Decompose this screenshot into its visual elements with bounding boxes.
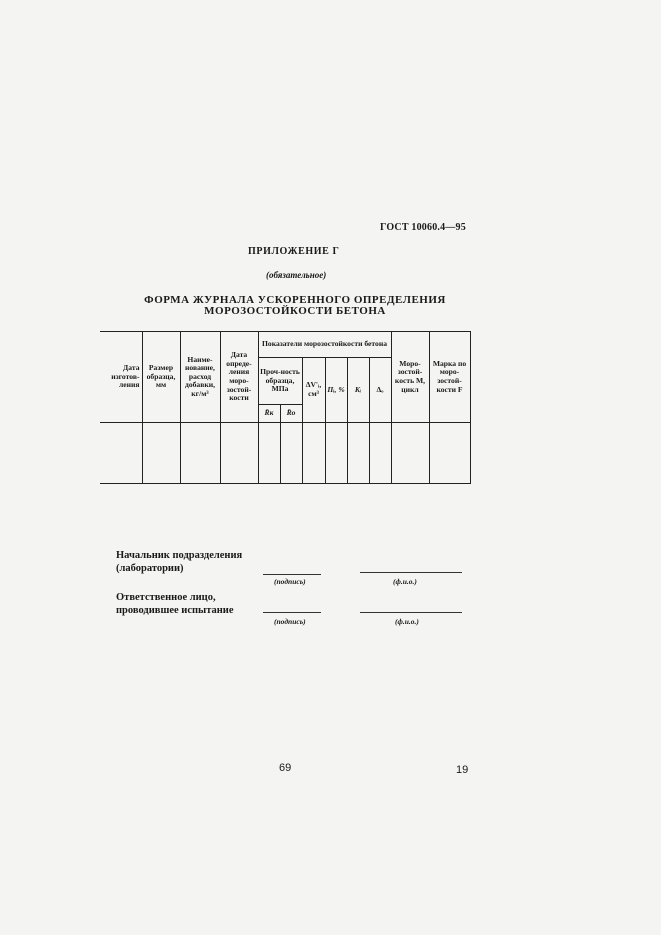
test-conductor-label: проводившее испытание [116, 605, 234, 616]
header-frost-resistance: Моро-зостой-кость M, цикл [391, 332, 429, 423]
signature-caption: (подпись) [274, 577, 306, 586]
header-date-made: Дата изготов-ления [100, 332, 142, 423]
name-line [360, 572, 462, 573]
table-cell [100, 423, 142, 484]
header-additive: Наиме-нование, расход добавки, кг/м³ [180, 332, 220, 423]
header-delta-o: Δₒ [369, 358, 391, 423]
header-frost-indicators: Показатели морозостойкости бетона [258, 332, 391, 358]
table-cell [258, 423, 280, 484]
journal-table [100, 331, 471, 484]
table-cell [280, 423, 302, 484]
table-cell [220, 423, 258, 484]
standard-number: ГОСТ 10060.4—95 [380, 222, 466, 233]
form-title-line2: МОРОЗОСТОЙКОСТИ БЕТОНА [204, 305, 386, 317]
appendix-status: (обязательное) [266, 270, 327, 280]
header-ro: R̄о [280, 405, 302, 423]
header-frost-grade: Марка по моро-зостой-кости F [429, 332, 470, 423]
page-number-right: 19 [456, 764, 469, 776]
laboratory-label: (лаборатории) [116, 563, 184, 574]
table-row [100, 423, 470, 484]
header-k: Kᵢ [347, 358, 369, 423]
table-cell [325, 423, 347, 484]
signature-caption: (подпись) [274, 617, 306, 626]
header-delta-v: ΔV'ᵢ, см³ [302, 358, 325, 423]
table-cell [180, 423, 220, 484]
header-date-test: Дата опреде-ления моро-зостой-кости [220, 332, 258, 423]
header-sample-size: Размер образца, мм [142, 332, 180, 423]
form-title-line1: ФОРМА ЖУРНАЛА УСКОРЕННОГО ОПРЕДЕЛЕНИЯ [144, 294, 446, 306]
responsible-person-label: Ответственное лицо, [116, 592, 216, 603]
name-caption: (ф.и.о.) [395, 617, 419, 626]
table-cell [369, 423, 391, 484]
signature-line [263, 574, 321, 575]
signature-line [263, 612, 321, 613]
page-number-left: 69 [279, 762, 292, 774]
header-rk: R̄к [258, 405, 280, 423]
appendix-heading: ПРИЛОЖЕНИЕ Г [248, 246, 340, 257]
name-caption: (ф.и.о.) [393, 577, 417, 586]
head-of-unit-label: Начальник подразделения [116, 550, 243, 561]
table-cell [142, 423, 180, 484]
header-strength: Проч-ность образца, МПа [258, 358, 302, 405]
header-p: Пᵢ, % [325, 358, 347, 423]
table-cell [302, 423, 325, 484]
name-line [360, 612, 462, 613]
table-cell [391, 423, 429, 484]
table-cell [347, 423, 369, 484]
table-cell [429, 423, 470, 484]
